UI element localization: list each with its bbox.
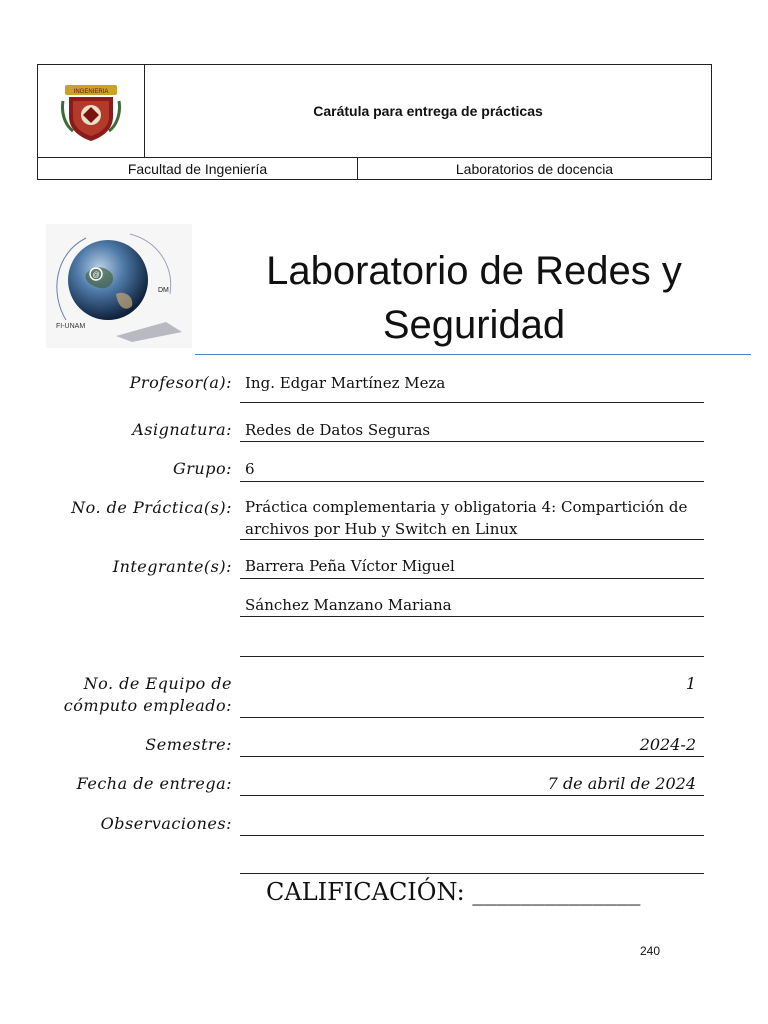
fecha-field[interactable]: 7 de abril de 2024 [240, 773, 704, 796]
svg-text:DM: DM [158, 287, 169, 294]
grupo-field[interactable]: 6 [240, 458, 704, 482]
labs-cell: Laboratorios de docencia [455, 160, 614, 177]
globe-logo-lettering: FI-UNAM [56, 323, 86, 330]
practica-field[interactable] [240, 496, 704, 540]
practica-label: No. de Práctica(s): [71, 498, 232, 517]
observaciones-label: Observaciones: [100, 814, 232, 833]
integrante3-field[interactable] [240, 633, 704, 657]
integrantes-label: Integrante(s): [112, 557, 232, 576]
profesor-field[interactable]: Ing. Edgar Martínez Meza [240, 372, 704, 403]
asignatura-field[interactable]: Redes de Datos Seguras [240, 419, 704, 442]
equipo-label [64, 673, 232, 717]
equipo-label-line2: cómputo empleado: [63, 696, 232, 715]
observaciones-field[interactable] [240, 813, 704, 836]
lab-title [196, 244, 752, 352]
page-number: 240 [640, 944, 661, 958]
calificacion: CALIFICACIÓN: ______________ [266, 878, 641, 906]
lab-globe-logo [46, 224, 192, 348]
equipo-field[interactable]: 1 [240, 673, 704, 718]
faculty-cell: Facultad de Ingeniería [38, 158, 358, 179]
observaciones-field-2[interactable] [240, 851, 704, 874]
unam-engineering-shield-icon [59, 79, 123, 143]
asignatura-label: Asignatura: [132, 420, 232, 439]
practica-line2: archivos por Hub y Switch en Linux [245, 520, 518, 538]
integrante1-field[interactable]: Barrera Peña Víctor Miguel [240, 555, 704, 579]
header-logo-cell [38, 65, 145, 157]
title-rule [195, 354, 751, 355]
globe-icon [46, 224, 192, 348]
header-title: Carátula para entrega de prácticas [313, 103, 543, 119]
integrante2-field[interactable]: Sánchez Manzano Mariana [240, 594, 704, 617]
semestre-field[interactable]: 2024-2 [240, 734, 704, 757]
fecha-label: Fecha de entrega: [76, 774, 232, 793]
equipo-label-line1: No. de Equipo de [83, 674, 232, 693]
lab-title-line1: Laboratorio de Redes y [266, 249, 682, 293]
logo-lettering: INGENIERIA [73, 89, 109, 95]
lab-title-line2: Seguridad [382, 303, 566, 347]
grupo-label: Grupo: [173, 459, 232, 478]
practica-line1: Práctica complementaria y obligatoria 4: Compartición de [245, 498, 688, 516]
header-row2 [38, 157, 711, 179]
semestre-label: Semestre: [145, 735, 232, 754]
header-table [37, 64, 712, 180]
profesor-label: Profesor(a): [129, 373, 232, 392]
svg-text:@: @ [92, 272, 100, 279]
